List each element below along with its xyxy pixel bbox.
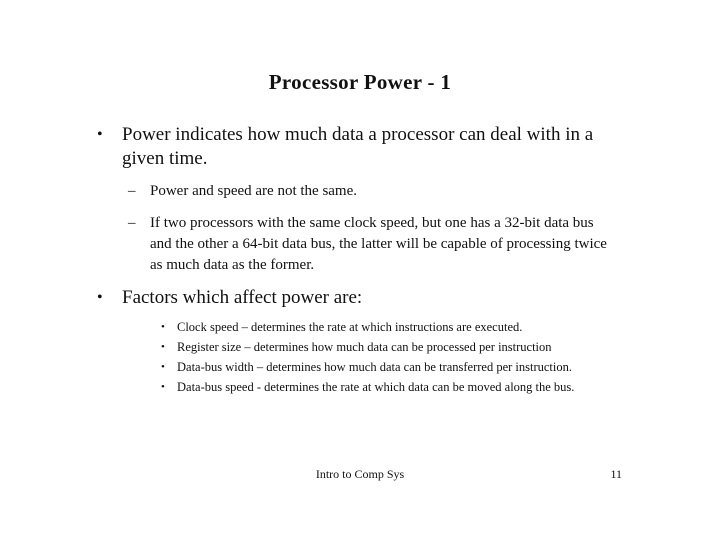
factor-register-size [161, 338, 631, 356]
factor-text: Clock speed – determines the rate at which instructions are executed. [177, 320, 523, 334]
footer-page-number: 11 [610, 467, 622, 481]
small-bullet-marker: • [161, 381, 165, 393]
slide-title: Processor Power - 1 [268, 70, 452, 94]
sub-bullet-bus-example [128, 213, 618, 276]
factor-text: Data-bus width – determines how much data can be transferred per instruction. [177, 360, 573, 374]
factor-text: Register size – determines how much data can be processed per instruction [177, 340, 552, 354]
factor-data-bus-speed [161, 378, 631, 396]
bullet-text: Power indicates how much data a processor can deal with in a given time. [122, 124, 594, 169]
factor-text: Data-bus speed - determines the rate at which data can be moved along the bus. [177, 380, 575, 394]
small-bullet-marker: • [161, 341, 165, 353]
bullet-power-factors [97, 286, 637, 310]
factor-data-bus-width [161, 358, 631, 376]
sub-bullet-text: If two processors with the same clock speed, but one has a 32-bit data bus and the other a 64-bit data bus, the latter will be capable of processing twice as much data as the former. [150, 215, 607, 273]
bullet-marker: • [97, 126, 103, 143]
bullet-marker: • [97, 289, 103, 306]
footer-course-name: Intro to Comp Sys [315, 467, 405, 481]
sub-bullet-text: Power and speed are not the same. [150, 183, 358, 199]
dash-marker: – [128, 215, 136, 231]
dash-marker: – [128, 183, 136, 199]
bullet-text: Factors which affect power are: [122, 287, 363, 308]
bullet-power-definition [97, 123, 637, 171]
factor-clock-speed [161, 318, 631, 336]
sub-bullet-power-vs-speed [128, 181, 618, 202]
small-bullet-marker: • [161, 361, 165, 373]
small-bullet-marker: • [161, 321, 165, 333]
